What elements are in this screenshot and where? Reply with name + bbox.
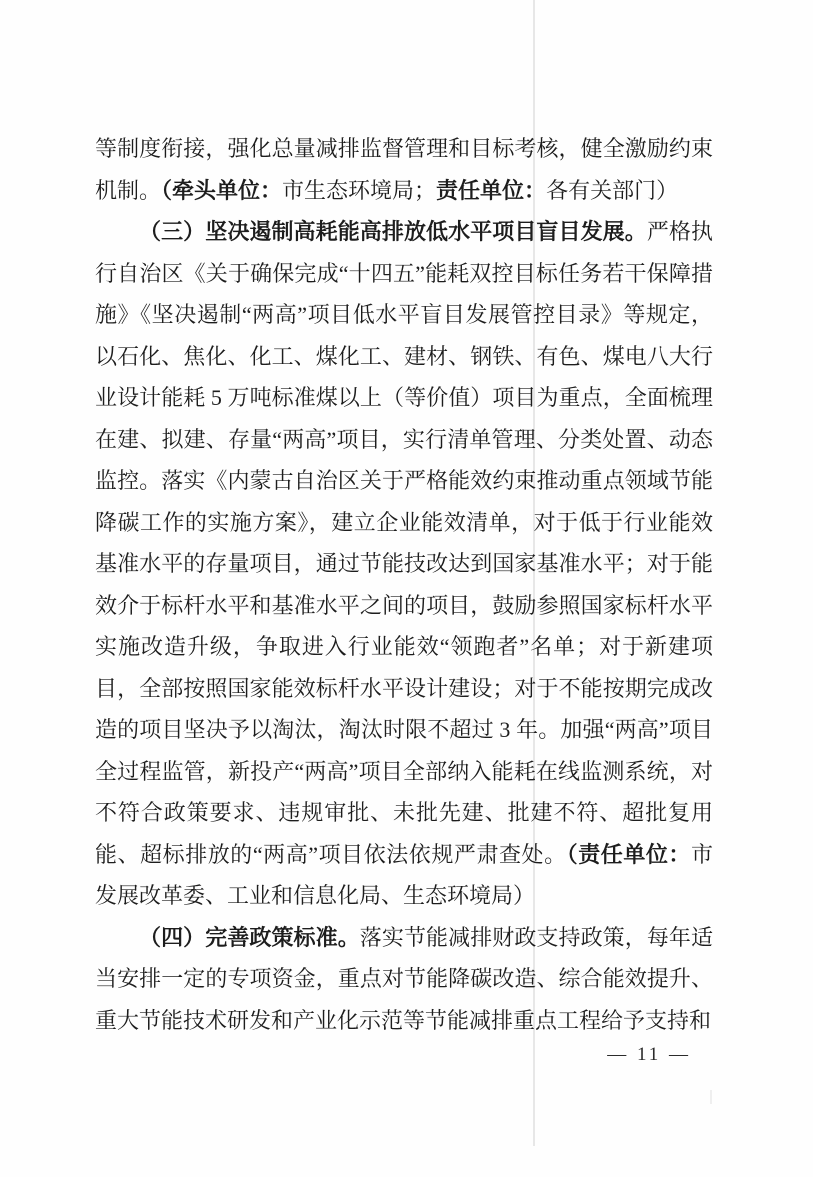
item-three-heading: （三）坚决遏制高耗能高排放低水平项目盲目发展。 xyxy=(139,219,647,244)
document-body xyxy=(95,128,713,1041)
lead-unit-value: 市生态环境局； xyxy=(282,177,437,203)
page-number: — 11 — xyxy=(607,1044,691,1065)
body-text: 严格执行自治区《关于确保完成“十四五”能耗双控目标任务若干保障措施》《坚决遏制“两高”项目低水平盲目发展管控目录》等规定，以石化、焦化、化工、煤化工、建材、钢铁、有色、煤电八大行业设计能耗 5 万吨标准煤以上（等价值）项目为重点，全面梳理在建、拟建、存量“两高”项目，实行清单管理、分类处置、动态监控。落实《内蒙古自治区关于严格能效约束推动重点领域节能降碳工作的实施方案》，建立企业能效清单，对于低于行业能效基准水平的存量项目，通过节能技改达到国家基准水平；对于能效介于标杆水平和基准水平之间的项目，鼓励参照国家标杆水平实施改造升级，争取进入行业能效“领跑者”名单；对于新建项目，全部按照国家能效标杆水平设计建设；对于不能按期完成改造的项目坚决予以淘汰，淘汰时限不超过 3 年。加强“两高”项目全过程监管，新投产“两高”项目全部纳入能耗在线监测系统，对不符合政策要求、违规审批、未批先建、批建不符、超批复用能、超标排放的“两高”项目依法依规严肃查处。 xyxy=(95,219,714,867)
lead-unit-label: （牵头单位： xyxy=(161,177,283,203)
body-text: 等制度衔接，强化总量减排监督管理和目标考核，健全激励约束机制。 xyxy=(95,136,713,203)
paragraph-item-three xyxy=(95,211,713,917)
responsible-unit-label: （责任单位： xyxy=(566,841,691,867)
responsible-unit-value: 市发展改革委、工业和信息化局、生态环境局） xyxy=(95,841,713,908)
responsible-unit-label: 责任单位： xyxy=(436,177,547,203)
paragraph-continuation xyxy=(95,128,713,211)
responsible-unit-value: 各有关部门） xyxy=(546,177,679,203)
item-four-heading: （四）完善政策标准。 xyxy=(139,924,360,950)
scan-artifact-smudge xyxy=(710,1090,712,1104)
paragraph-item-four xyxy=(95,917,713,1042)
body-text: 落实节能减排财政支持政策，每年适当安排一定的专项资金，重点对节能降碳改造、综合能效提升、重大节能技术研发和产业化示范等节能减排重点工程给予支持和 xyxy=(95,924,713,1033)
